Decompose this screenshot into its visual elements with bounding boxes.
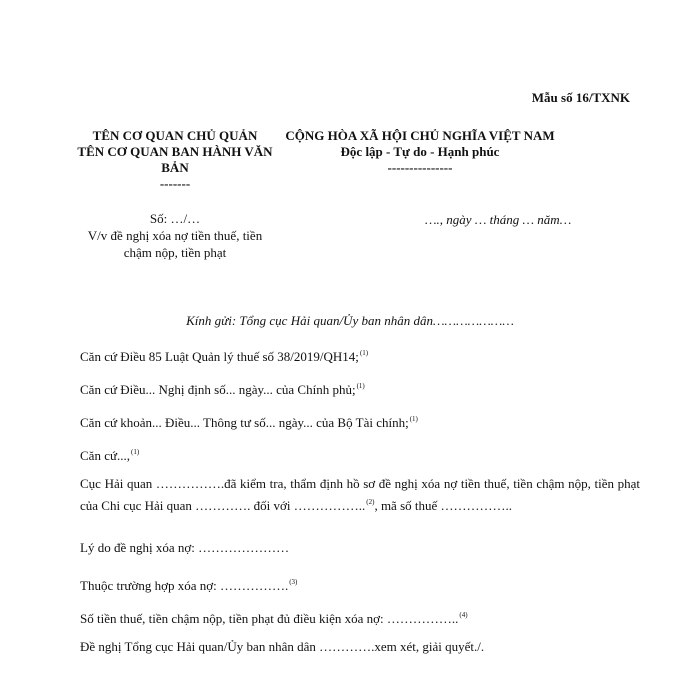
document-number: Số: …/… — [149, 211, 201, 226]
footnote-ref: (1) — [359, 349, 369, 357]
document-reference — [75, 210, 275, 261]
legal-basis-1 — [80, 344, 368, 366]
paragraph-text-tax-code: , mã số thuế …………….. — [374, 498, 513, 513]
right-header — [275, 128, 565, 176]
document-subject: V/v đề nghị xóa nợ tiền thuế, tiền chậm nộp, tiền phạt — [87, 228, 263, 260]
footnote-ref: (1) — [409, 415, 418, 423]
date-line: …., ngày … tháng … năm… — [425, 212, 572, 227]
footnote-ref: (2) — [366, 498, 375, 506]
reason-line — [80, 539, 289, 557]
right-header-divider: --------------- — [387, 160, 453, 175]
parent-organization: TÊN CƠ QUAN CHỦ QUẢN — [92, 128, 258, 143]
case-line — [80, 573, 297, 595]
reason-text: Lý do đề nghị xóa nợ: ………………… — [80, 540, 290, 555]
footnote-ref: (3) — [289, 578, 298, 586]
recipient-line: Kính gửi: Tổng cục Hải quan/Ủy ban nhân dân………………… — [186, 313, 514, 328]
legal-basis-text: Căn cứ Điều... Nghị định số... ngày... của Chính phủ; — [80, 382, 356, 397]
legal-basis-text: Căn cứ khoản... Điều... Thông tư số... ngày... của Bộ Tài chính; — [80, 415, 409, 430]
left-header-divider: ------- — [159, 176, 191, 191]
footnote-ref: (1) — [131, 448, 140, 456]
legal-basis-2 — [80, 377, 365, 399]
amount-text: Số tiền thuế, tiền chậm nộp, tiền phạt đủ điều kiện xóa nợ: …………….. — [80, 611, 459, 626]
national-motto: Độc lập - Tự do - Hạnh phúc — [340, 144, 500, 159]
left-header — [75, 128, 275, 192]
issuing-organization: TÊN CƠ QUAN BAN HÀNH VĂN BẢN — [77, 144, 273, 175]
footnote-ref: (4) — [459, 611, 468, 619]
legal-basis-3 — [80, 410, 418, 432]
legal-basis-text: Căn cứ Điều 85 Luật Quản lý thuế số 38/2019/QH14; — [80, 349, 359, 364]
legal-basis-text: Căn cứ..., — [80, 448, 131, 463]
request-line — [80, 638, 484, 656]
footnote-ref: (1) — [356, 382, 365, 390]
form-number: Mẫu số 16/TXNK — [531, 90, 630, 105]
amount-line — [80, 606, 468, 628]
case-text: Thuộc trường hợp xóa nợ: ……………. — [80, 578, 289, 593]
paragraph-text: Cục Hải quan …………….đã kiểm tra, thẩm định hồ sơ đề nghị xóa nợ tiền thuế, tiền chậm nộp, tiền phạt của Chi cục Hải quan …………. đối với …………….. — [80, 476, 640, 513]
inspection-paragraph — [80, 475, 640, 515]
country-name: CỘNG HÒA XÃ HỘI CHỦ NGHĨA VIỆT NAM — [285, 128, 555, 143]
legal-basis-4 — [80, 443, 139, 465]
request-text: Đề nghị Tổng cục Hải quan/Ủy ban nhân dân ………….xem xét, giải quyết./. — [80, 639, 485, 654]
